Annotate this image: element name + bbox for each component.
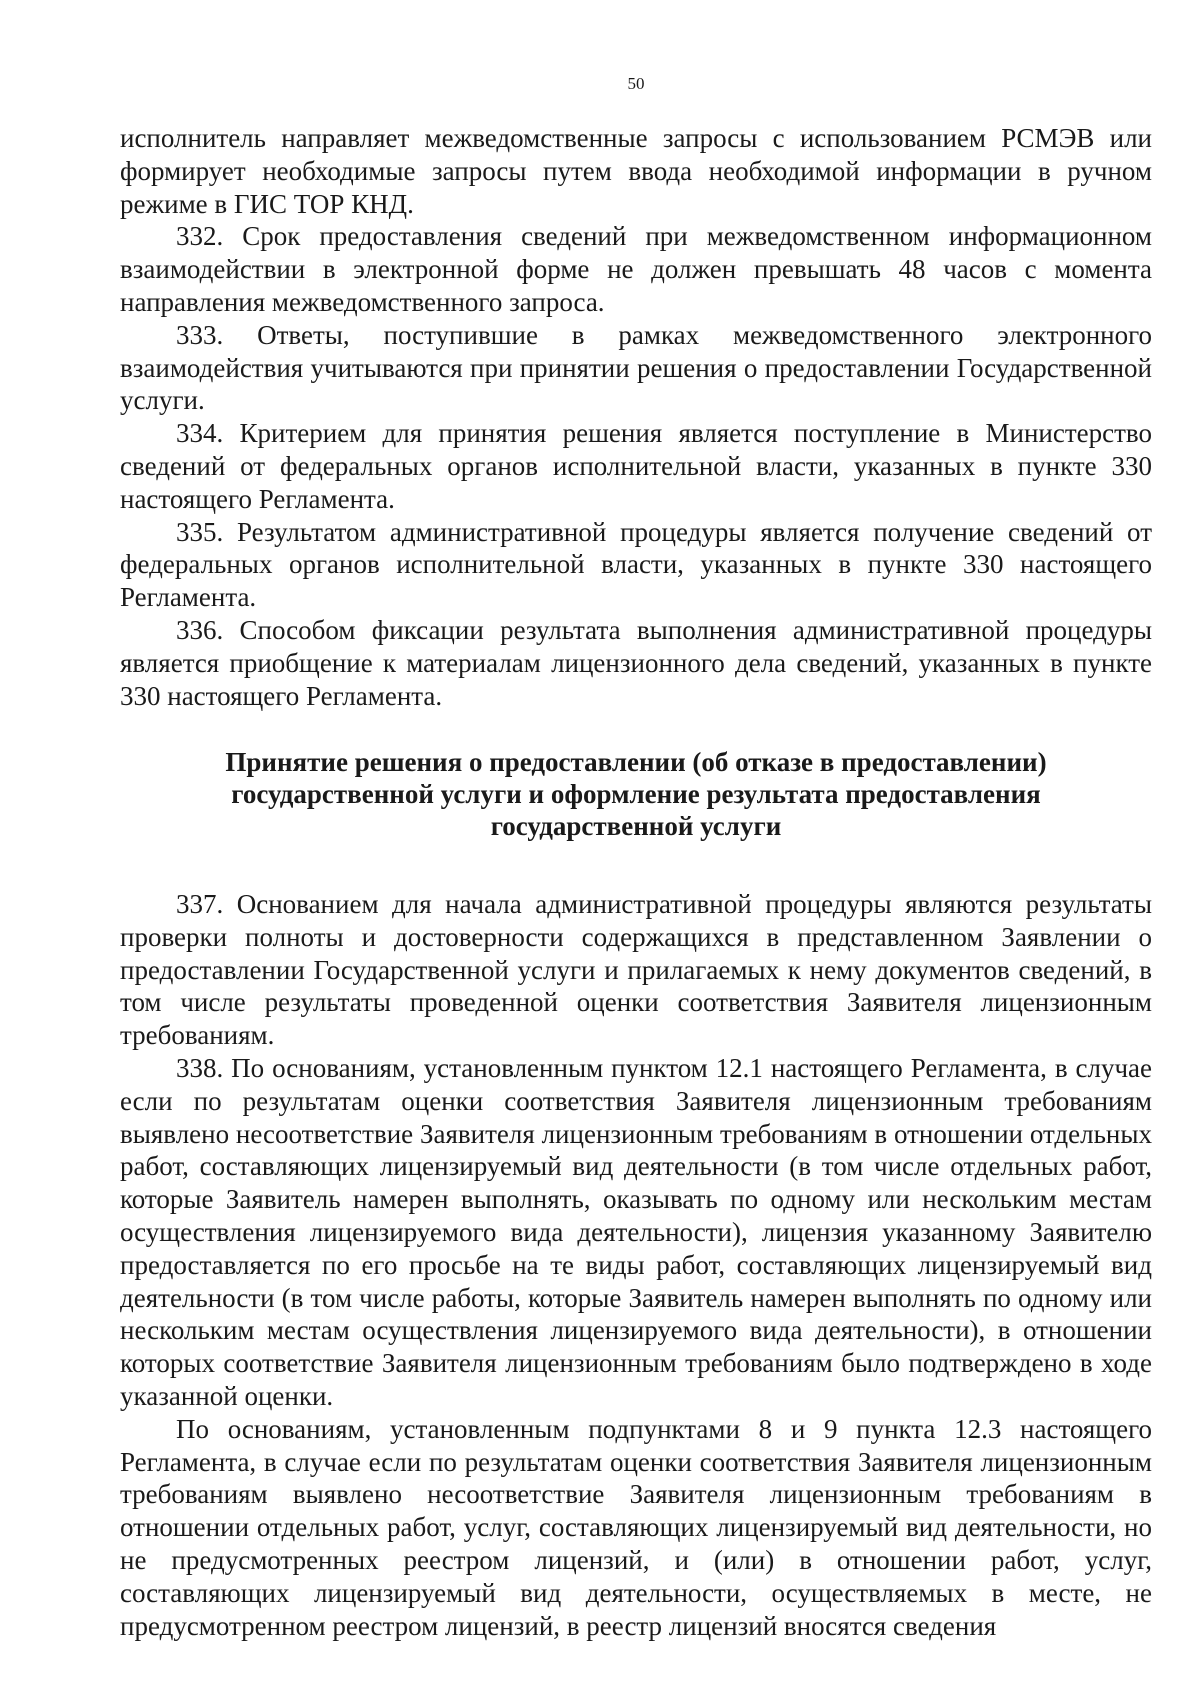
section-heading-line-2: государственной услуги и оформление результата предоставления [231, 779, 1041, 809]
paragraph-337: 337. Основанием для начала административной процедуры являются результаты проверки полноты и достоверности содержащихся в представленном Заявлении о предоставлении Государственной услуги и прилагаемых к нему документов сведений, в том числе результаты проведенной оценки соответствия Заявителя лицензионным требованиям. [120, 889, 1152, 1051]
top-text-block [120, 122, 1152, 712]
paragraph-332: 332. Срок предоставления сведений при межведомственном информационном взаимодействии в электронной форме не должен превышать 48 часов с момента направления межведомственного запроса. [120, 221, 1152, 317]
paragraph-338-continued: По основаниям, установленным подпунктами 8 и 9 пункта 12.3 настоящего Регламента, в случае если по результатам оценки соответствия Заявителя лицензионным требованиям выявлено несоответствие Заявителя лицензионным требованиям в отношении отдельных работ, услуг, составляющих лицензируемый вид деятельности, но не предусмотренных реестром лицензий, и (или) в отношении работ, услуг, составляющих лицензируемый вид деятельности, осуществляемых в месте, не предусмотренном реестром лицензий, в реестр лицензий вносятся сведения [120, 1413, 1152, 1641]
paragraph-334: 334. Критерием для принятия решения является поступление в Министерство сведений от федеральных органов исполнительной власти, указанных в пункте 330 настоящего Регламента. [120, 418, 1152, 514]
paragraph-continuation: исполнитель направляет межведомственные запросы с использованием РСМЭВ или формирует необходимые запросы путем ввода необходимой информации в ручном режиме в ГИС ТОР КНД. [120, 123, 1152, 219]
bottom-text-block [120, 888, 1152, 1642]
paragraph-338: 338. По основаниям, установленным пунктом 12.1 настоящего Регламента, в случае если по результатам оценки соответствия Заявителя лицензионным требованиям выявлено несоответствие Заявителя лицензионным требованиям в отношении отдельных работ, составляющих лицензируемый вид деятельности (в том числе отдельных работ, которые Заявитель намерен выполнять, оказывать по одному или нескольким местам осуществления лицензируемого вида деятельности), лицензия указанному Заявителю предоставляется по его просьбе на те виды работ, составляющих лицензируемый вид деятельности (в том числе работы, которые Заявитель намерен выполнять по одному или нескольким местам осуществления лицензируемого вида деятельности), в отношении которых соответствие Заявителя лицензионным требованиям было подтверждено в ходе указанной оценки. [120, 1052, 1152, 1411]
section-heading-line-3: государственной услуги [490, 811, 782, 841]
page-number: 50 [627, 74, 645, 93]
section-heading [120, 746, 1152, 842]
paragraph-336: 336. Способом фиксации результата выполнения административной процедуры является приобщение к материалам лицензионного дела сведений, указанных в пункте 330 настоящего Регламента. [120, 614, 1152, 711]
paragraph-333: 333. Ответы, поступившие в рамках межведомственного электронного взаимодействия учитываются при принятии решения о предоставлении Государственной услуги. [120, 319, 1152, 416]
paragraph-335: 335. Результатом административной процедуры является получение сведений от федеральных органов исполнительной власти, указанных в пункте 330 настоящего Регламента. [120, 516, 1152, 613]
section-heading-line-1: Принятие решения о предоставлении (об отказе в предоставлении) [225, 747, 1047, 777]
